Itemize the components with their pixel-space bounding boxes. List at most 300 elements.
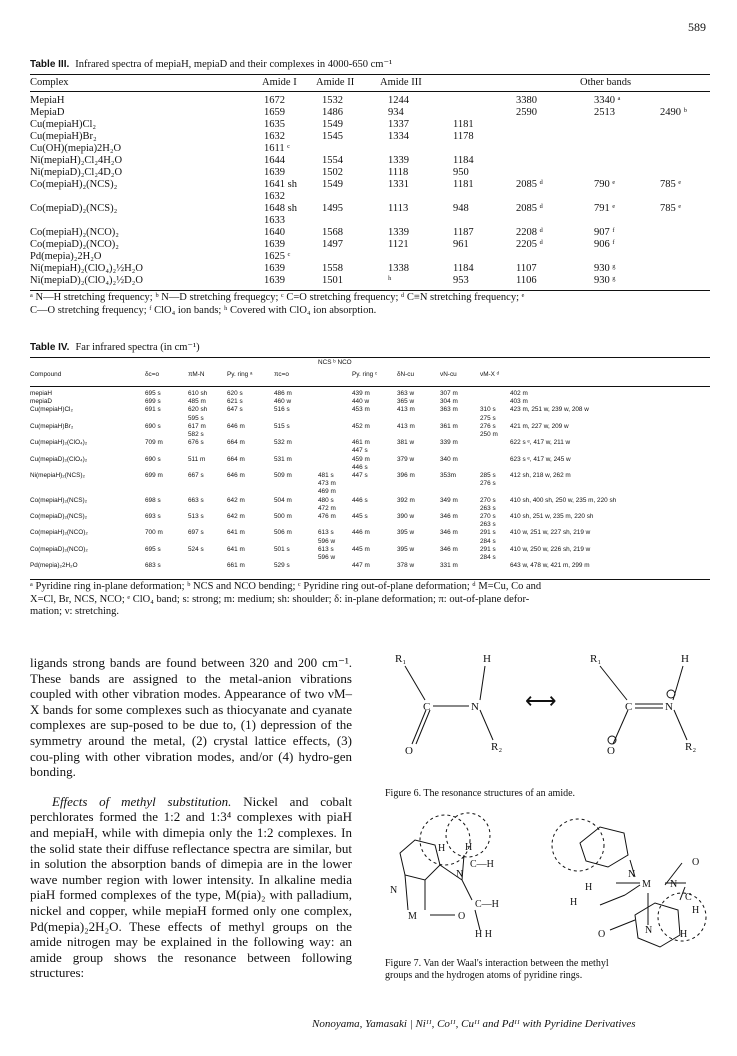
- t4-cell: 509 m: [274, 472, 292, 479]
- body-heading: Effects of methyl substitution.: [52, 793, 232, 809]
- svg-text:H: H: [438, 843, 446, 854]
- fig6-n-left: N: [471, 701, 479, 713]
- t3-cell: 1568: [322, 227, 343, 238]
- t4-cell: 695 s: [145, 545, 161, 553]
- t3-header-cell: Amide II: [316, 77, 355, 88]
- table4-caption: [30, 341, 200, 353]
- t3-cell: 1554: [322, 155, 343, 166]
- t4-cell: 353m: [440, 472, 456, 479]
- t3-cell: Cu(mepiaH)Cl₂: [30, 119, 97, 130]
- t3-cell: 930 ᵍ: [594, 275, 616, 286]
- t3-cell: 791 ᵉ: [594, 203, 616, 214]
- t3-cell: 1549: [322, 179, 343, 190]
- t4-cell: 310 s: [480, 406, 496, 414]
- t3-cell: 1181: [453, 179, 474, 190]
- t4-cell: 410 w, 251 w, 227 sh, 219 w: [510, 529, 591, 537]
- t4-cell: 485 m: [188, 398, 206, 406]
- t4-cell: 276 s: [480, 480, 496, 488]
- t4-cell: 595 s: [188, 414, 204, 422]
- body-paragraph-2: [30, 794, 352, 981]
- t3-cell: 1339: [388, 227, 409, 238]
- t4-cell: 641 m: [227, 545, 245, 553]
- t4-cell: Cu(mepiaD)₂(ClO₄)₂: [30, 455, 88, 463]
- t4-cell: Pd(mepia)₂2H₂O: [30, 562, 78, 570]
- t4-cell: Ni(mepiaH)₂(NCS)₂: [30, 472, 86, 479]
- t3-cell: 785 ᵉ: [660, 179, 682, 190]
- fig6-h-left: H: [483, 653, 491, 665]
- t3-cell: Co(mepiaH)₂(NCS)₂: [30, 179, 118, 190]
- table4-header-rule: [30, 386, 710, 387]
- t4-cell: 642 m: [227, 513, 245, 520]
- t3-header-cell: Amide I: [262, 77, 297, 88]
- t3-cell: 1178: [453, 131, 474, 142]
- svg-text:H: H: [680, 929, 688, 940]
- t4-header-cell: πc=o: [274, 371, 289, 378]
- t4-cell: 690 s: [145, 422, 161, 430]
- t4-cell: 664 m: [227, 439, 245, 447]
- t4-cell: Cu(mepiaH)Cl₂: [30, 406, 73, 414]
- t3-cell: 1545: [322, 131, 343, 142]
- t3-cell: 930 ᵍ: [594, 263, 616, 274]
- t3-cell: 1549: [322, 119, 343, 130]
- fig6-r1-right: R₁: [590, 653, 602, 665]
- t4-cell: 291 s: [480, 545, 496, 553]
- t4-cell: mepiaD: [30, 398, 53, 406]
- table4-footnote-3: mation; ν: stretching.: [30, 606, 120, 617]
- t3-cell: 1644: [264, 155, 285, 166]
- t4-cell: 641 m: [227, 529, 245, 537]
- t3-cell: 1187: [453, 227, 474, 238]
- t4-cell: 500 m: [274, 513, 292, 520]
- t4-cell: 285 s: [480, 472, 496, 479]
- table3-footnote-2: C—O stretching frequency; ᶠ ClO₄ ion bands; ʰ Covered with ClO₄ ion absorption.: [30, 304, 377, 316]
- t4-cell: 284 s: [480, 554, 496, 561]
- t4-cell: 473 m: [318, 480, 336, 488]
- t4-cell: 453 m: [352, 406, 370, 414]
- table3-header: [0, 77, 737, 91]
- t4-cell: 275 s: [480, 414, 496, 422]
- svg-text:C—H: C—H: [475, 899, 499, 910]
- t4-cell: 469 m: [318, 488, 336, 496]
- t3-cell: 1502: [322, 167, 343, 178]
- t3-cell: MepiaD: [30, 107, 65, 118]
- t3-cell: ʰ: [388, 275, 392, 286]
- t4-cell: 691 s: [145, 406, 161, 414]
- table4-footnotes: [30, 581, 720, 619]
- t3-header-cell: Other bands: [580, 77, 632, 88]
- t4-cell: 410 sh, 251 w, 235 m, 220 sh: [510, 513, 594, 520]
- t4-header-cell: δc=o: [145, 371, 160, 378]
- t4-cell: 695 s: [145, 390, 161, 397]
- t4-cell: 621 s: [227, 398, 243, 406]
- t3-cell: Co(mepiaH)₂(NCO)₂: [30, 227, 119, 238]
- t4-cell: 346 m: [440, 545, 458, 553]
- figure7-caption-line-2: groups and the hydrogen atoms of pyridine rings.: [385, 970, 583, 981]
- t4-cell: 596 w: [318, 537, 336, 545]
- t4-cell: 699 s: [145, 398, 161, 406]
- figure7-vdw-interaction: [380, 805, 710, 960]
- t3-cell: 1118: [388, 167, 409, 178]
- t4-cell: 270 s: [480, 513, 496, 520]
- t3-cell: Ni(mepiaH)₂(ClO₄)₂½H₂O: [30, 263, 143, 274]
- t3-cell: Ni(mepiaD)₂(ClO₄)₂½D₂O: [30, 275, 143, 286]
- t3-cell: 1184: [453, 263, 474, 274]
- t4-cell: 412 sh, 218 w, 262 m: [510, 472, 571, 479]
- t4-cell: 304 m: [440, 398, 458, 406]
- t3-cell: 1244: [388, 95, 409, 106]
- fig6-c-right: C: [625, 701, 633, 713]
- t4-cell: 647 s: [227, 406, 243, 414]
- t4-cell: 642 m: [227, 496, 245, 504]
- t4-header-cell: Py. ring ᶜ: [352, 371, 378, 378]
- t3-cell: 1181: [453, 119, 474, 130]
- t4-cell: 349 m: [440, 496, 458, 504]
- t3-cell: MepiaH: [30, 95, 65, 106]
- t4-cell: 461 m: [352, 439, 370, 447]
- figure6-caption: Figure 6. The resonance structures of an amide.: [385, 788, 576, 799]
- t4-cell: 481 s: [318, 472, 334, 479]
- table4-top-rule: [30, 357, 710, 358]
- t4-cell: 263 s: [480, 521, 496, 529]
- figure7-caption-line-1: Figure 7. Van der Waal's interaction between the methyl: [385, 958, 609, 969]
- t4-cell: Cu(mepiaH)Br₂: [30, 422, 74, 430]
- t4-cell: 646 m: [227, 472, 245, 479]
- fig6-r2-right: R₂: [685, 741, 697, 753]
- t3-cell: 1648 sh: [264, 203, 297, 214]
- t4-cell: 476 m: [318, 513, 336, 520]
- table4-footnote-2: X=Cl, Br, NCS, NCO; ᵉ ClO₄ band; s: strong; m: medium; sh: shoulder; δ: in-plane deformation; π: out-of-plane defor-: [30, 593, 530, 605]
- svg-text:O: O: [458, 911, 466, 922]
- t3-cell: 1659: [264, 107, 285, 118]
- t4-cell: 402 m: [510, 390, 528, 397]
- t4-header-cell: νN-cu: [440, 371, 457, 378]
- body-paragraph-1: ligands strong bands are found between 320 and 200 cm⁻¹. These bands are assigned to the metal-anion vibrations coupled with other vibration modes. Appearance of two νM–X bands for some complexes such as thiocyanate and cyanate complexes are sup-posed to be due to, (1) depression of the symmetry around the metal, (2) crystal lattice effects, (3) cou-pling with other vibration modes, and/or (4) hydro-gen bonding.: [30, 655, 352, 780]
- t3-cell: 3380: [516, 95, 537, 106]
- t3-cell: 1639: [264, 239, 285, 250]
- t4-cell: 661 m: [227, 562, 245, 570]
- t3-cell: 2208 ᵈ: [516, 227, 543, 238]
- t4-cell: 622 s ᵉ, 417 w, 211 w: [510, 439, 571, 447]
- t3-cell: 1121: [388, 239, 409, 250]
- t3-cell: 1639: [264, 275, 285, 286]
- t4-cell: 610 sh: [188, 390, 208, 397]
- t4-cell: 361 m: [440, 422, 458, 430]
- t4-cell: 365 w: [397, 398, 415, 406]
- t4-cell: Co(mepiaH)₂(NCO)₂: [30, 529, 88, 537]
- t4-cell: 378 w: [397, 562, 415, 570]
- t4-cell: 515 s: [274, 422, 290, 430]
- t3-cell: 1486: [322, 107, 343, 118]
- table3-header-rule: [30, 91, 710, 92]
- t4-cell: 472 m: [318, 504, 336, 512]
- t3-cell: 1113: [388, 203, 409, 214]
- t3-cell: Pd(mepia)₂2H₂O: [30, 251, 102, 262]
- svg-text:N: N: [390, 885, 398, 896]
- running-footer: Nonoyama, Yamasaki | Niᴵᴵ, Coᴵᴵ, Cuᴵᴵ and Pdᴵᴵ with Pyridine Derivatives: [312, 1018, 636, 1030]
- t3-cell: 3340 ᵃ: [594, 95, 621, 106]
- t4-cell: 504 m: [274, 496, 292, 504]
- t4-cell: 613 s: [318, 545, 334, 553]
- svg-text:N: N: [456, 869, 464, 880]
- t3-cell: Cu(mepiaH)Br₂: [30, 131, 97, 142]
- t4-cell: 291 s: [480, 529, 496, 537]
- svg-text:N: N: [628, 869, 636, 880]
- t4-cell: 683 s: [145, 562, 161, 570]
- body-paragraph-2-text: Nickel and cobalt perchlorates formed the 1:2 and 1:3⁴ complexes with piaH and mepiaH, while with dimepia only the 1:2 complexes. In the solid state their diffuse reflectance spectra are similar, but in solution the absorption bands of dimepia are in the lower wave number region with lower intensity. In alkaline media piaH formed complexes of the type, M(pia)₂ with palladium, nickel and copper, while mepiaH formed only one complex, Pd(mepia)₂2H₂O. These effects of methyl groups on the amide nitrogen may be explained in the following way: an amide group shows the resonance between following structures:: [30, 793, 352, 981]
- t4-cell: 532 m: [274, 439, 292, 447]
- t4-cell: 646 m: [227, 422, 245, 430]
- t3-cell: 1639: [264, 167, 285, 178]
- page-number: 589: [688, 20, 706, 34]
- t3-cell: 953: [453, 275, 469, 286]
- t4-cell: 698 s: [145, 496, 161, 504]
- svg-text:N: N: [670, 879, 678, 890]
- t3-cell: 906 ᶠ: [594, 239, 615, 250]
- t4-cell: 423 m, 251 w, 239 w, 208 w: [510, 406, 589, 414]
- svg-text:C—H: C—H: [470, 859, 494, 870]
- t4-cell: 447 m: [352, 562, 370, 570]
- t4-cell: 524 s: [188, 545, 204, 553]
- t4-cell: 513 s: [188, 513, 204, 520]
- fig6-r2-left: R₂: [491, 741, 503, 753]
- t4-cell: 459 m: [352, 455, 370, 463]
- t3-cell: 1184: [453, 155, 474, 166]
- t4-cell: 620 sh: [188, 406, 208, 414]
- svg-text:M: M: [408, 911, 417, 922]
- t4-cell: 667 s: [188, 472, 204, 479]
- fig6-o-right: O: [607, 745, 615, 757]
- figure6-resonance-structures: [385, 650, 705, 765]
- t4-cell: 623 s ᵉ, 417 w, 245 w: [510, 455, 571, 463]
- t3-cell: Ni(mepiaD)₂Cl₂4D₂O: [30, 167, 123, 178]
- t4-header-cell: Compound: [30, 371, 62, 378]
- t4-cell: 445 s: [352, 513, 368, 520]
- t4-header-cell: Py. ring ᵃ: [227, 371, 253, 378]
- t4-cell: mepiaH: [30, 390, 53, 397]
- t4-cell: 346 m: [440, 513, 458, 520]
- t3-cell: 1495: [322, 203, 343, 214]
- t4-cell: Co(mepiaH)₂(NCS)₂: [30, 496, 88, 504]
- t4-cell: 307 m: [440, 390, 458, 397]
- t4-cell: 395 w: [397, 529, 415, 537]
- t4-cell: 480 s: [318, 496, 334, 504]
- table4-bottom-rule: [30, 579, 710, 580]
- t4-cell: 693 s: [145, 513, 161, 520]
- t4-cell: 446 s: [352, 463, 368, 471]
- t4-cell: 403 m: [510, 398, 528, 406]
- t4-cell: 410 w, 250 w, 226 sh, 219 w: [510, 545, 591, 553]
- svg-text:H H: H H: [475, 929, 492, 940]
- t3-cell: 1107: [516, 263, 537, 274]
- t4-cell: 421 m, 227 w, 209 w: [510, 422, 569, 430]
- t4-cell: Co(mepiaD)₂(NCS)₂: [30, 513, 88, 520]
- t4-cell: 413 m: [397, 406, 415, 414]
- t4-header-cell: πM-N: [188, 371, 205, 378]
- t3-cell: 950: [453, 167, 469, 178]
- t3-cell: 1672: [264, 95, 285, 106]
- svg-text:M: M: [642, 879, 651, 890]
- t3-cell: 1106: [516, 275, 537, 286]
- t4-cell: 263 s: [480, 504, 496, 512]
- t4-cell: 413 m: [397, 422, 415, 430]
- t3-cell: Cu(OH)(mepia)2H₂O: [30, 143, 122, 154]
- t4-cell: 663 s: [188, 496, 204, 504]
- t3-cell: 785 ᵉ: [660, 203, 682, 214]
- t4-cell: Co(mepiaD)₂(NCO)₂: [30, 545, 88, 553]
- t4-cell: 276 s: [480, 422, 496, 430]
- t3-header-cell: Amide III: [380, 77, 422, 88]
- figure7-caption: [385, 958, 710, 982]
- t3-cell: 961: [453, 239, 469, 250]
- t3-cell: 1334: [388, 131, 409, 142]
- t4-cell: 410 sh, 400 sh, 250 w, 235 m, 220 sh: [510, 496, 617, 504]
- t4-cell: 270 s: [480, 496, 496, 504]
- table4-header: [0, 359, 737, 383]
- table3-label: Table III.: [30, 59, 70, 70]
- t3-cell: 1640: [264, 227, 285, 238]
- t3-cell: 1632: [264, 191, 285, 202]
- t3-cell: 1497: [322, 239, 343, 250]
- t3-cell: 1338: [388, 263, 409, 274]
- t4-cell: Cu(mepiaH)₂(ClO₄)₂: [30, 439, 88, 447]
- t3-cell: Co(mepiaD)₂(NCO)₂: [30, 239, 119, 250]
- t4-cell: 363 m: [440, 406, 458, 414]
- t4-cell: 700 m: [145, 529, 163, 537]
- t3-cell: 790 ᵉ: [594, 179, 616, 190]
- t3-header-cell: Complex: [30, 77, 69, 88]
- table3-top-rule: [30, 74, 710, 75]
- t3-cell: 1611 ᶜ: [264, 143, 290, 154]
- fig6-h-right: H: [681, 653, 689, 665]
- t3-cell: 1501: [322, 275, 343, 286]
- fig6-n-right: N: [665, 701, 673, 713]
- t3-cell: 1632: [264, 131, 285, 142]
- t3-cell: 2205 ᵈ: [516, 239, 543, 250]
- fig6-o-left: O: [405, 745, 413, 757]
- svg-text:O: O: [598, 929, 606, 940]
- t3-cell: 2490 ᵇ: [660, 107, 687, 118]
- table3-title: Infrared spectra of mepiaH, mepiaD and their complexes in 4000-650 cm⁻¹: [75, 59, 393, 70]
- t3-cell: 1339: [388, 155, 409, 166]
- t4-cell: 511 m: [188, 455, 206, 463]
- t4-header-cell: νM-X ᵈ: [480, 371, 500, 378]
- table3-caption: [30, 58, 392, 70]
- t4-cell: 381 w: [397, 439, 415, 447]
- table4-title: Far infrared spectra (in cm⁻¹): [75, 342, 200, 353]
- t4-header-cell: NCS ᵇ NCO: [318, 359, 352, 366]
- t3-cell: 1532: [322, 95, 343, 106]
- t4-cell: 439 m: [352, 390, 370, 397]
- t3-cell: 1625 ᶜ: [264, 251, 291, 262]
- t3-cell: 2085 ᵈ: [516, 203, 543, 214]
- t4-cell: 643 w, 478 w, 421 m, 299 m: [510, 562, 590, 570]
- t4-header-cell: δN-cu: [397, 371, 415, 378]
- t4-cell: 690 s: [145, 455, 161, 463]
- table3-footnotes: [30, 292, 720, 317]
- t4-cell: 440 w: [352, 398, 370, 406]
- table3-bottom-rule: [30, 290, 710, 291]
- t3-cell: 1331: [388, 179, 409, 190]
- t4-cell: 501 s: [274, 545, 290, 553]
- table4-body: [0, 390, 737, 580]
- svg-text:H: H: [465, 842, 473, 853]
- svg-text:C: C: [685, 892, 692, 903]
- t4-cell: 506 m: [274, 529, 292, 537]
- svg-text:N: N: [645, 925, 653, 936]
- t3-cell: 1558: [322, 263, 343, 274]
- t4-cell: 346 m: [440, 529, 458, 537]
- t3-cell: Co(mepiaD)₂(NCS)₂: [30, 203, 118, 214]
- fig6-r1-left: R₁: [395, 653, 407, 665]
- t4-cell: 284 s: [480, 537, 496, 545]
- t4-cell: 617 m: [188, 422, 206, 430]
- t4-cell: 529 s: [274, 562, 290, 570]
- t4-cell: 445 m: [352, 545, 370, 553]
- t4-cell: 709 m: [145, 439, 163, 447]
- t4-cell: 531 m: [274, 455, 292, 463]
- t4-cell: 447 s: [352, 447, 368, 455]
- t3-cell: 1639: [264, 263, 285, 274]
- t4-cell: 340 m: [440, 455, 458, 463]
- t4-cell: 664 m: [227, 455, 245, 463]
- svg-text:H: H: [570, 897, 578, 908]
- t4-cell: 390 w: [397, 513, 415, 520]
- table3-body: [0, 95, 737, 295]
- body-text: [30, 655, 352, 981]
- t3-cell: 2513: [594, 107, 615, 118]
- table4-footnote-1: ᵃ Pyridine ring in-plane deformation; ᵇ NCS and NCO bending; ᶜ Pyridine ring out-of-plane deformation; ᵈ M=Cu, Co and: [30, 581, 542, 592]
- svg-text:H: H: [692, 905, 700, 916]
- svg-text:O: O: [692, 857, 700, 868]
- t4-cell: 613 s: [318, 529, 334, 537]
- t4-cell: 379 w: [397, 455, 415, 463]
- table4-label: Table IV.: [30, 342, 70, 353]
- t3-cell: 2590: [516, 107, 537, 118]
- t4-cell: 395 w: [397, 545, 415, 553]
- t3-cell: 934: [388, 107, 404, 118]
- t3-cell: 1635: [264, 119, 285, 130]
- t4-cell: 392 m: [397, 496, 415, 504]
- t4-cell: 486 m: [274, 390, 292, 397]
- t3-cell: 1633: [264, 215, 285, 226]
- t3-cell: 907 ᶠ: [594, 227, 615, 238]
- table3-footnote-1: ᵃ N—H stretching frequency; ᵇ N—D stretching frequegcy; ᶜ C=O stretching frequency; ᵈ C≡N stretching frequency; ᵉ: [30, 292, 525, 303]
- t4-cell: 452 m: [352, 422, 370, 430]
- t3-cell: Ni(mepiaH)₂Cl₂4H₂O: [30, 155, 123, 166]
- t4-cell: 447 s: [352, 472, 368, 479]
- t4-cell: 596 w: [318, 554, 336, 561]
- t4-cell: 396 m: [397, 472, 415, 479]
- t4-cell: 516 s: [274, 406, 290, 414]
- t4-cell: 250 m: [480, 431, 498, 438]
- t4-cell: 339 m: [440, 439, 458, 447]
- t3-cell: 2085 ᵈ: [516, 179, 543, 190]
- t3-cell: 1641 sh: [264, 179, 297, 190]
- t4-cell: 446 s: [352, 496, 368, 504]
- t4-cell: 620 s: [227, 390, 243, 397]
- fig6-c-left: C: [423, 701, 431, 713]
- t4-cell: 699 m: [145, 472, 163, 479]
- t3-cell: 1337: [388, 119, 409, 130]
- t4-cell: 446 m: [352, 529, 370, 537]
- t4-cell: 363 w: [397, 390, 415, 397]
- t4-cell: 460 w: [274, 398, 292, 406]
- svg-text:H: H: [585, 882, 593, 893]
- t3-cell: 948: [453, 203, 469, 214]
- t4-cell: 697 s: [188, 529, 204, 537]
- t4-cell: 331 m: [440, 562, 458, 570]
- t4-cell: 676 s: [188, 439, 204, 447]
